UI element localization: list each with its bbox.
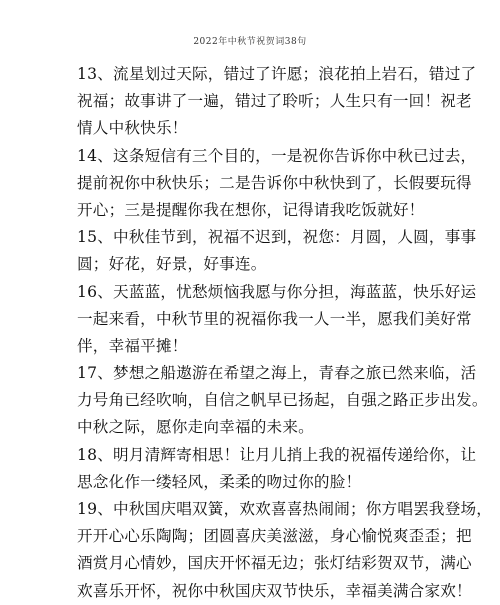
text-line: 16、天蓝蓝，忧愁烦恼我愿与你分担，海蓝蓝，快乐好运 [77,282,477,301]
text-line: 18、明月清辉寄相思！让月儿捎上我的祝福传递给你，让 [77,445,477,464]
text-line: 力号角已经吹响，自信之帆早已扬起，自强之路正步出发。 [77,391,488,410]
text-line: 15、中秋佳节到，祝福不迟到，祝您：月圆，人圆，事事 [77,228,477,247]
text-line: 情人中秋快乐！ [77,119,188,138]
text-line: 欢喜乐开怀，祝你中秋国庆双节快乐，幸福美满合家欢！ [77,581,472,600]
text-line: 开开心心乐陶陶；团圆喜庆美滋滋，身心愉悦爽歪歪；把 [77,527,472,546]
text-line: 提前祝你中秋快乐；二是告诉你中秋快到了，长假要玩得 [77,173,472,192]
text-line: 祝福；故事讲了一遍，错过了聆听；人生只有一回！祝老 [77,92,472,111]
text-line: 中秋之际，愿你走向幸福的未来。 [77,418,314,437]
text-line: 思念化作一缕轻风，柔柔的吻过你的脸！ [77,472,362,491]
document-body [77,61,493,600]
text-line: 19、中秋国庆唱双簧，欢欢喜喜热闹闹；你方唱罢我登场， [77,500,493,518]
text-line: 开心；三是提醒你我在想你，记得请我吃饭就好！ [77,200,425,219]
text-line: 圆；好花，好景，好事连。 [77,255,267,274]
text-line: 酒赏月心情妙，国庆开怀福无边；张灯结彩贺双节，满心 [77,554,472,573]
text-line: 13、流星划过天际，错过了许愿；浪花拍上岩石，错过了 [77,65,477,83]
text-line: 17、梦想之船遨游在希望之海上，青春之旅已然来临，活 [77,364,477,383]
text-line: 14、这条短信有三个目的，一是祝你告诉你中秋已过去， [77,146,477,165]
page-header: 2022年中秋节祝贺词38句 [193,37,307,47]
text-line: 一起来看，中秋节里的祝福你我一人一半，愿我们美好常 [77,309,472,328]
text-line: 伴，幸福平摊！ [77,336,188,355]
